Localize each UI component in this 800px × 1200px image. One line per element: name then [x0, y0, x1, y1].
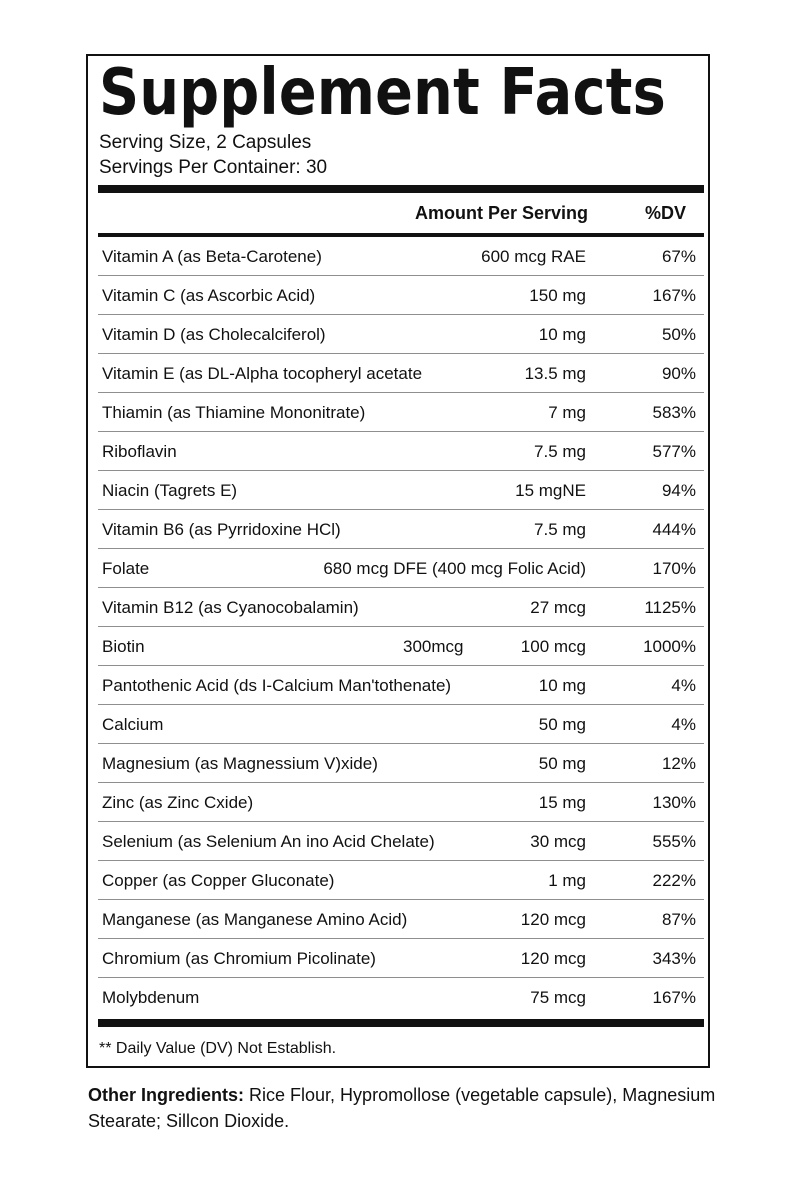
nutrient-name: Selenium (as Selenium An ino Acid Chelate): [102, 832, 435, 851]
nutrient-name: Niacin (Tagrets E): [102, 481, 238, 500]
nutrient-dv: 87%: [661, 910, 696, 929]
nutrient-row: [98, 315, 704, 354]
nutrient-amount: 50 mg: [538, 754, 586, 773]
nutrient-name: Riboflavin: [102, 442, 177, 461]
nutrient-name: Magnesium (as Magnessium V)xide): [102, 754, 378, 773]
nutrient-amount: 75 mcg: [530, 988, 586, 1007]
other-ingredients-text: Rice Flour, Hypromollose (vegetable capsule), Magnesium Stearate; Sillcon Dioxide.: [88, 1085, 716, 1131]
nutrient-dv: 170%: [652, 559, 696, 578]
nutrient-table: [98, 237, 704, 1016]
nutrient-name: Vitamin B12 (as Cyanocobalamin): [102, 598, 359, 617]
other-ingredients: [88, 1082, 728, 1134]
nutrient-amount: 15 mg: [538, 793, 586, 812]
serving-size: Serving Size, 2 Capsules: [99, 132, 312, 153]
nutrient-row: [98, 237, 704, 276]
nutrient-amount: 680 mcg DFE (400 mcg Folic Acid): [323, 559, 586, 578]
nutrient-amount: 13.5 mg: [524, 364, 586, 383]
nutrient-row: [98, 549, 704, 588]
nutrient-name: Vitamin C (as Ascorbic Acid): [102, 286, 316, 305]
nutrient-amount: 120 mcg: [520, 910, 586, 929]
nutrient-row: [98, 900, 704, 939]
nutrient-amount: 10 mg: [538, 325, 586, 344]
nutrient-dv: 1125%: [644, 598, 696, 617]
nutrient-name: Copper (as Copper Gluconate): [102, 871, 335, 890]
nutrient-amount: 50 mg: [538, 715, 586, 734]
nutrient-name: Calcium: [102, 715, 164, 734]
nutrient-row: [98, 705, 704, 744]
nutrient-dv: 444%: [652, 520, 696, 539]
nutrient-row: [98, 354, 704, 393]
nutrient-amount: 30 mcg: [530, 832, 586, 851]
nutrient-row: [98, 393, 704, 432]
nutrient-amount: 150 mg: [529, 286, 586, 305]
nutrient-amount: 7.5 mg: [534, 442, 586, 461]
dv-header: %DV: [645, 203, 687, 223]
nutrient-dv: 555%: [652, 832, 696, 851]
nutrient-row: [98, 627, 704, 666]
other-ingredients-label: Other Ingredients:: [88, 1085, 245, 1105]
thick-divider-top: [98, 185, 704, 193]
nutrient-dv: 583%: [652, 403, 696, 422]
nutrient-row: [98, 939, 704, 978]
nutrient-row: [98, 744, 704, 783]
nutrient-dv: 343%: [652, 949, 696, 968]
nutrient-name: Pantothenic Acid (ds I-Calcium Man'tothenate): [102, 676, 452, 695]
nutrient-name: Folate: [102, 559, 150, 578]
nutrient-dv: 167%: [652, 988, 696, 1007]
nutrient-amount: 27 mcg: [530, 598, 586, 617]
nutrient-dv: 12%: [661, 754, 696, 773]
nutrient-amount: 120 mcg: [520, 949, 586, 968]
nutrient-row: [98, 822, 704, 861]
nutrient-row: [98, 588, 704, 627]
nutrient-amount: 600 mcg RAE: [481, 247, 586, 266]
nutrient-dv: 50%: [661, 325, 696, 344]
nutrient-dv: 4%: [671, 715, 696, 734]
nutrient-dv: 577%: [652, 442, 696, 461]
nutrient-amount: 100 mcg: [520, 637, 586, 656]
nutrient-amount: 1 mg: [548, 871, 586, 890]
nutrient-dv: 90%: [661, 364, 696, 383]
nutrient-dv: 1000%: [643, 637, 696, 656]
panel-title: Supplement Facts: [99, 56, 667, 130]
thick-divider-bottom: [98, 1019, 704, 1027]
supplement-facts-panel: [86, 54, 710, 1068]
nutrient-row: [98, 471, 704, 510]
nutrient-row: [98, 978, 704, 1016]
nutrient-name: Chromium (as Chromium Picolinate): [102, 949, 376, 968]
nutrient-row: [98, 666, 704, 705]
nutrient-name: Vitamin B6 (as Pyrridoxine HCl): [102, 520, 341, 539]
nutrient-name: Biotin: [102, 637, 145, 656]
nutrient-row: [98, 432, 704, 471]
nutrient-dv: 222%: [652, 871, 696, 890]
nutrient-dv: 67%: [661, 247, 696, 266]
nutrient-name: Zinc (as Zinc Cxide): [102, 793, 254, 812]
nutrient-amount: 7 mg: [548, 403, 586, 422]
nutrient-name: Thiamin (as Thiamine Mononitrate): [102, 403, 366, 422]
nutrient-amount: 15 mgNE: [515, 481, 586, 500]
nutrient-dv: 167%: [652, 286, 696, 305]
amount-per-serving-header: Amount Per Serving: [415, 203, 589, 223]
nutrient-row: [98, 510, 704, 549]
nutrient-row: [98, 861, 704, 900]
nutrient-extra-amount: 300mcg: [403, 637, 464, 656]
nutrient-dv: 4%: [671, 676, 696, 695]
servings-per-container: Servings Per Container: 30: [99, 157, 328, 178]
nutrient-name: Vitamin D (as Cholecalciferol): [102, 325, 326, 344]
nutrient-name: Vitamin A (as Beta-Carotene): [102, 247, 322, 266]
nutrient-row: [98, 783, 704, 822]
daily-value-footnote: ** Daily Value (DV) Not Establish.: [99, 1040, 337, 1057]
nutrient-dv: 94%: [661, 481, 696, 500]
nutrient-name: Manganese (as Manganese Amino Acid): [102, 910, 408, 929]
nutrient-name: Molybdenum: [102, 988, 200, 1007]
nutrient-amount: 7.5 mg: [534, 520, 586, 539]
nutrient-row: [98, 276, 704, 315]
nutrient-name: Vitamin E (as DL-Alpha tocopheryl acetate: [102, 364, 423, 383]
nutrient-dv: 130%: [652, 793, 696, 812]
nutrient-amount: 10 mg: [538, 676, 586, 695]
